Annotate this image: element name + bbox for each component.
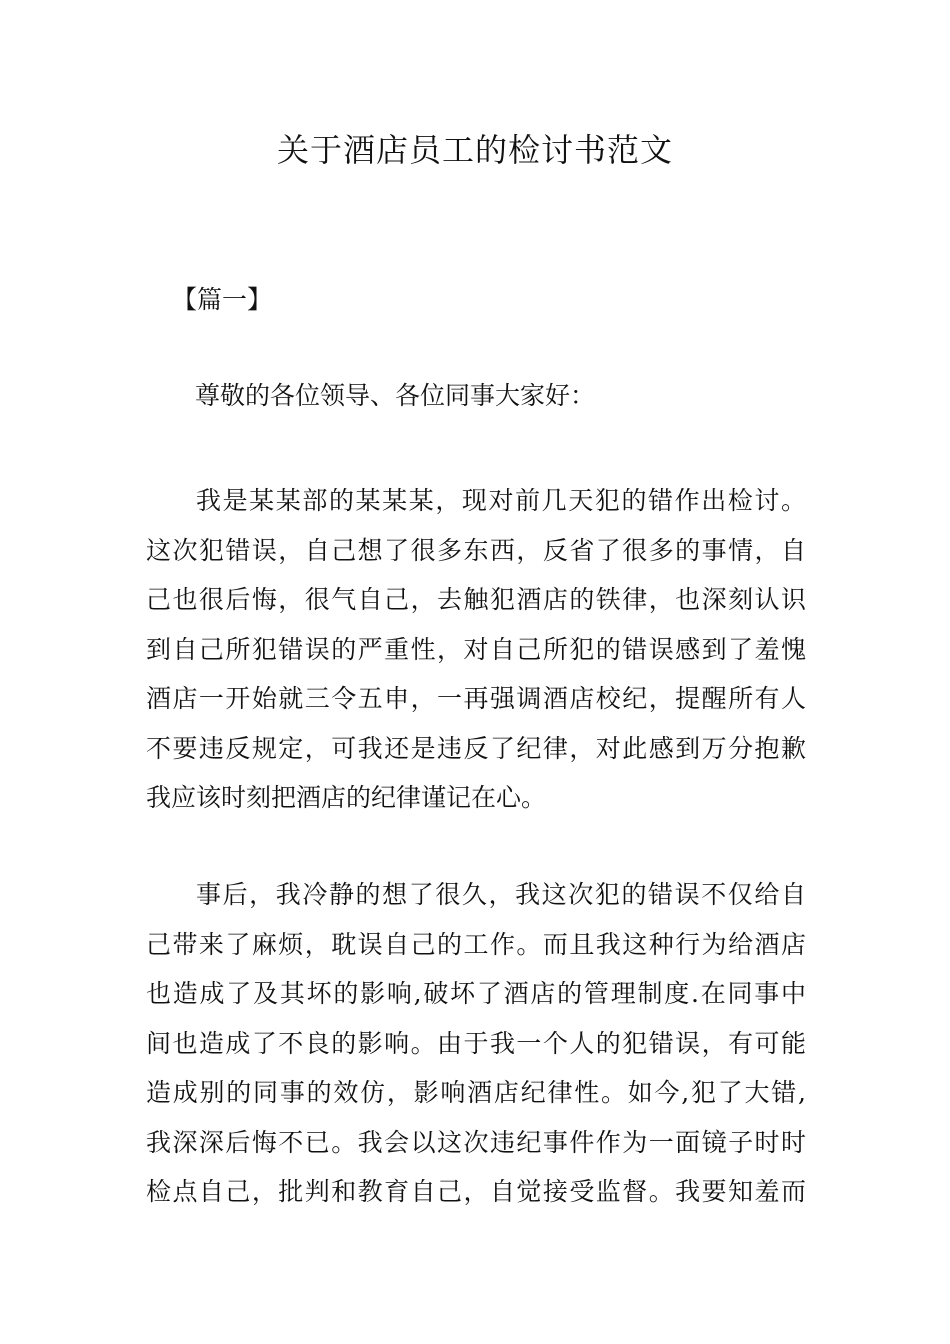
section-label: 【篇一】	[172, 285, 273, 314]
paragraph-line: 我深深后悔不已。我会以这次违纪事件作为一面镜子时时	[146, 1127, 806, 1157]
paragraph-1	[146, 476, 806, 823]
document-title: 关于酒店员工的检讨书范文	[276, 131, 673, 169]
paragraph-line: 造成别的同事的效仿，影响酒店纪律性。如今,犯了大错,	[146, 1078, 806, 1107]
paragraph-line: 我是某某部的某某某，现对前几天犯的错作出检讨。	[196, 486, 806, 515]
greeting-line: 尊敬的各位领导、各位同事大家好：	[195, 381, 596, 410]
paragraph-line: 检点自己，批判和教育自己，自觉接受监督。我要知羞而	[146, 1177, 806, 1206]
paragraph-line: 己带来了麻烦，耽误自己的工作。而且我这种行为给酒店	[146, 929, 806, 959]
paragraph-line: 也造成了及其坏的影响,破坏了酒店的管理制度.在同事中	[146, 979, 806, 1008]
paragraph-line: 到自己所犯错误的严重性，对自己所犯的错误感到了羞愧	[146, 634, 806, 664]
paragraph-line: 酒店一开始就三令五申，一再强调酒店校纪，提醒所有人	[146, 684, 806, 713]
paragraph-line: 不要违反规定，可我还是违反了纪律，对此感到万分抱歉	[146, 733, 806, 763]
paragraph-line: 这次犯错误，自己想了很多东西，反省了很多的事情，自	[146, 535, 806, 565]
paragraph-line: 事后，我冷静的想了很久，我这次犯的错误不仅给自	[196, 880, 806, 909]
paragraph-line: 我应该时刻把酒店的纪律谨记在心。	[146, 783, 547, 812]
paragraph-2	[146, 870, 806, 1217]
paragraph-line: 间也造成了不良的影响。由于我一个人的犯错误，有可能	[146, 1028, 806, 1058]
paragraph-line: 己也很后悔，很气自己，去触犯酒店的铁律，也深刻认识	[146, 585, 806, 614]
